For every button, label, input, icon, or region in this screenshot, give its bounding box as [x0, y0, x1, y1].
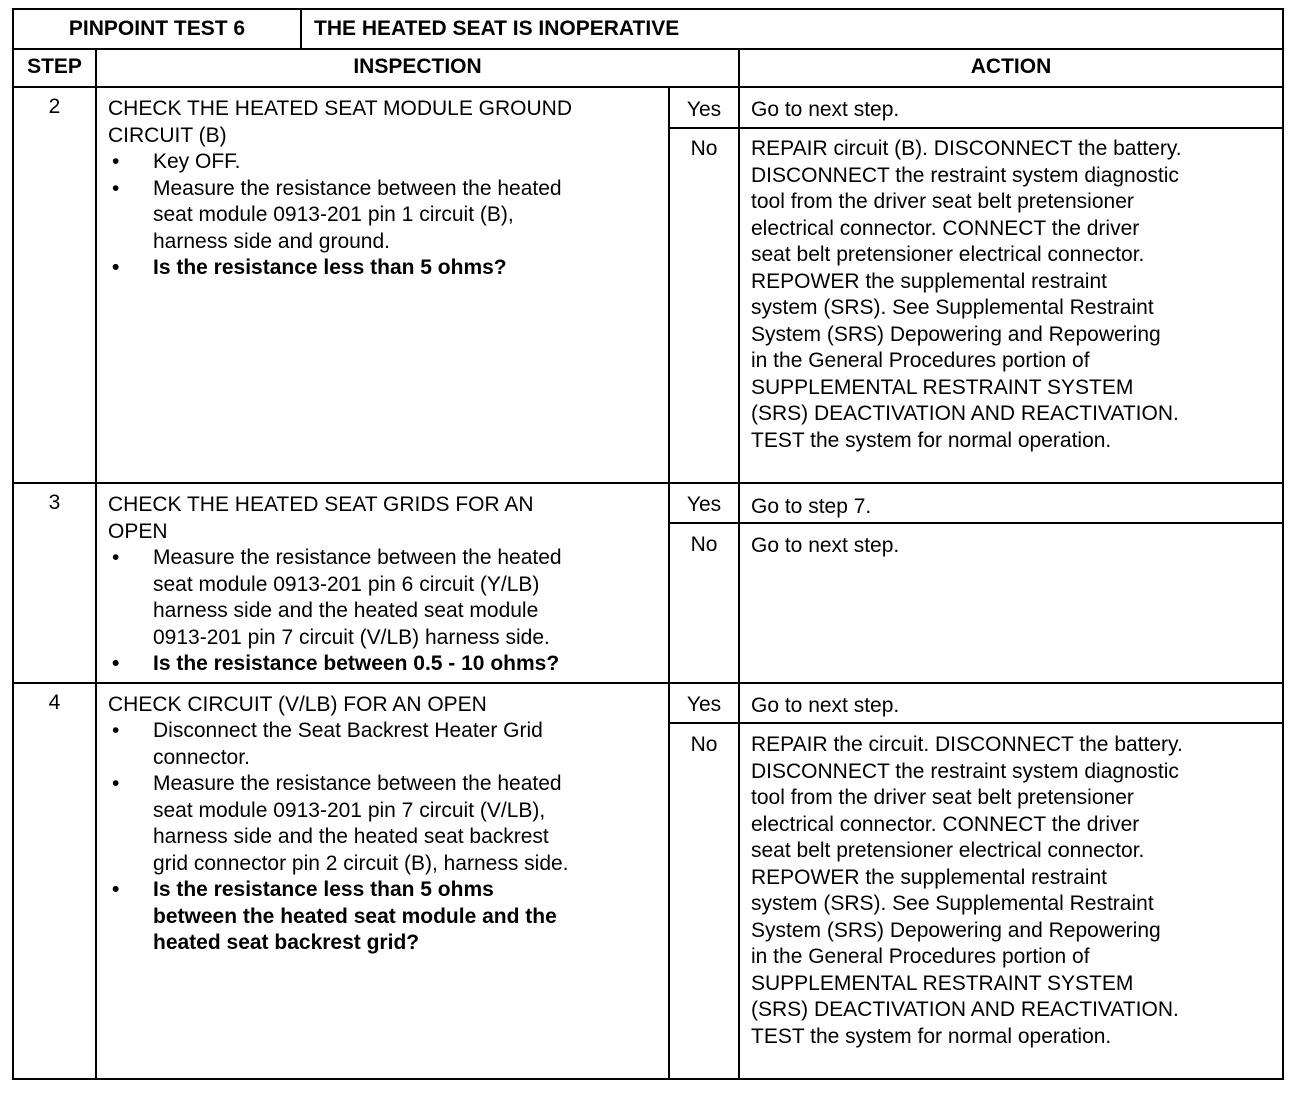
inspection-list: [108, 149, 562, 282]
inspection-list: [108, 545, 562, 678]
rule-step-2-yes: [668, 127, 1282, 129]
yes-action: Go to next step.: [751, 694, 900, 717]
step-title-line: OPEN: [108, 519, 168, 543]
list-item: • Is the resistance less than 5 ohms between the heated seat module and the heated seat backrest grid?: [112, 878, 557, 954]
list-item: • Disconnect the Seat Backrest Heater Grid connector.: [112, 719, 543, 769]
rule-step-4-yes: [668, 722, 1282, 724]
yes-label: Yes: [686, 493, 722, 516]
no-label: No: [690, 533, 718, 556]
step-title-line: CHECK THE HEATED SEAT GRIDS FOR AN: [108, 493, 534, 516]
no-action: Go to next step.: [751, 534, 900, 557]
rule-action-column: [738, 48, 740, 1078]
no-action: REPAIR the circuit. DISCONNECT the battery. DISCONNECT the restraint system diagnostic tool from the driver seat belt pretensioner electrical connector. CONNECT the driver seat belt pretensioner electrical connector. REPOWER the supplemental restraint system (SRS). See Supplemental Restraint System (SRS) Depowering and Repowering in the General Procedures portion of SUPPLEMENTAL RESTRAINT SYSTEM (SRS) DEACTIVATION AND REACTIVATION. TEST the system for normal operation.: [751, 733, 1183, 1048]
step-number: 2: [48, 95, 61, 118]
list-item: • Measure the resistance between the heated seat module 0913-201 pin 1 circuit (B), harness side and ground.: [112, 176, 562, 253]
column-head-inspection: INSPECTION: [353, 55, 482, 78]
rule-step-3-yes: [668, 522, 1282, 524]
test-label: PINPOINT TEST 6: [68, 17, 246, 40]
no-label: No: [690, 733, 718, 756]
yes-label: Yes: [686, 693, 722, 716]
step-number: 3: [48, 491, 61, 514]
rule-column-heads: [14, 86, 1282, 88]
list-item: • Key OFF.: [112, 150, 241, 173]
pinpoint-test-table: [12, 8, 1284, 1080]
yes-action: Go to step 7.: [751, 495, 872, 518]
step-number: 4: [48, 691, 61, 714]
rule-yes-no-column: [668, 86, 670, 1078]
step-title-line: CHECK THE HEATED SEAT MODULE GROUND: [108, 97, 573, 120]
rule-step-3-end: [14, 682, 1282, 684]
yes-label: Yes: [686, 98, 722, 121]
list-item: • Measure the resistance between the heated seat module 0913-201 pin 6 circuit (Y/LB) harness side and the heated seat module 0913-201 pin 7 circuit (V/LB) harness side.: [112, 546, 562, 649]
no-action: REPAIR circuit (B). DISCONNECT the battery. DISCONNECT the restraint system diagnostic tool from the driver seat belt pretensioner electrical connector. CONNECT the driver seat belt pretensioner electrical connector. REPOWER the supplemental restraint system (SRS). See Supplemental Restraint System (SRS) Depowering and Repowering in the General Procedures portion of SUPPLEMENTAL RESTRAINT SYSTEM (SRS) DEACTIVATION AND REACTIVATION. TEST the system for normal operation.: [751, 137, 1182, 452]
step-title: [108, 492, 534, 545]
column-head-action: ACTION: [970, 55, 1052, 78]
step-title: [108, 692, 487, 719]
list-item: • Is the resistance between 0.5 - 10 ohms?: [112, 652, 560, 675]
no-label: No: [690, 137, 718, 160]
rule-step-column: [95, 48, 97, 1078]
rule-title-divider: [300, 10, 302, 48]
page-title: THE HEATED SEAT IS INOPERATIVE: [314, 17, 680, 40]
yes-action: Go to next step.: [751, 98, 900, 121]
list-item: • Measure the resistance between the heated seat module 0913-201 pin 7 circuit (V/LB), harness side and the heated seat backrest grid connector pin 2 circuit (B), harness side.: [112, 772, 569, 875]
step-title-line: CHECK CIRCUIT (V/LB) FOR AN OPEN: [108, 693, 487, 716]
step-title: [108, 96, 572, 149]
step-title-line: CIRCUIT (B): [108, 123, 227, 147]
column-head-step: STEP: [27, 55, 82, 78]
list-item: • Is the resistance less than 5 ohms?: [112, 256, 507, 279]
inspection-list: [108, 718, 569, 957]
rule-header: [14, 48, 1282, 50]
rule-step-2-end: [14, 482, 1282, 484]
